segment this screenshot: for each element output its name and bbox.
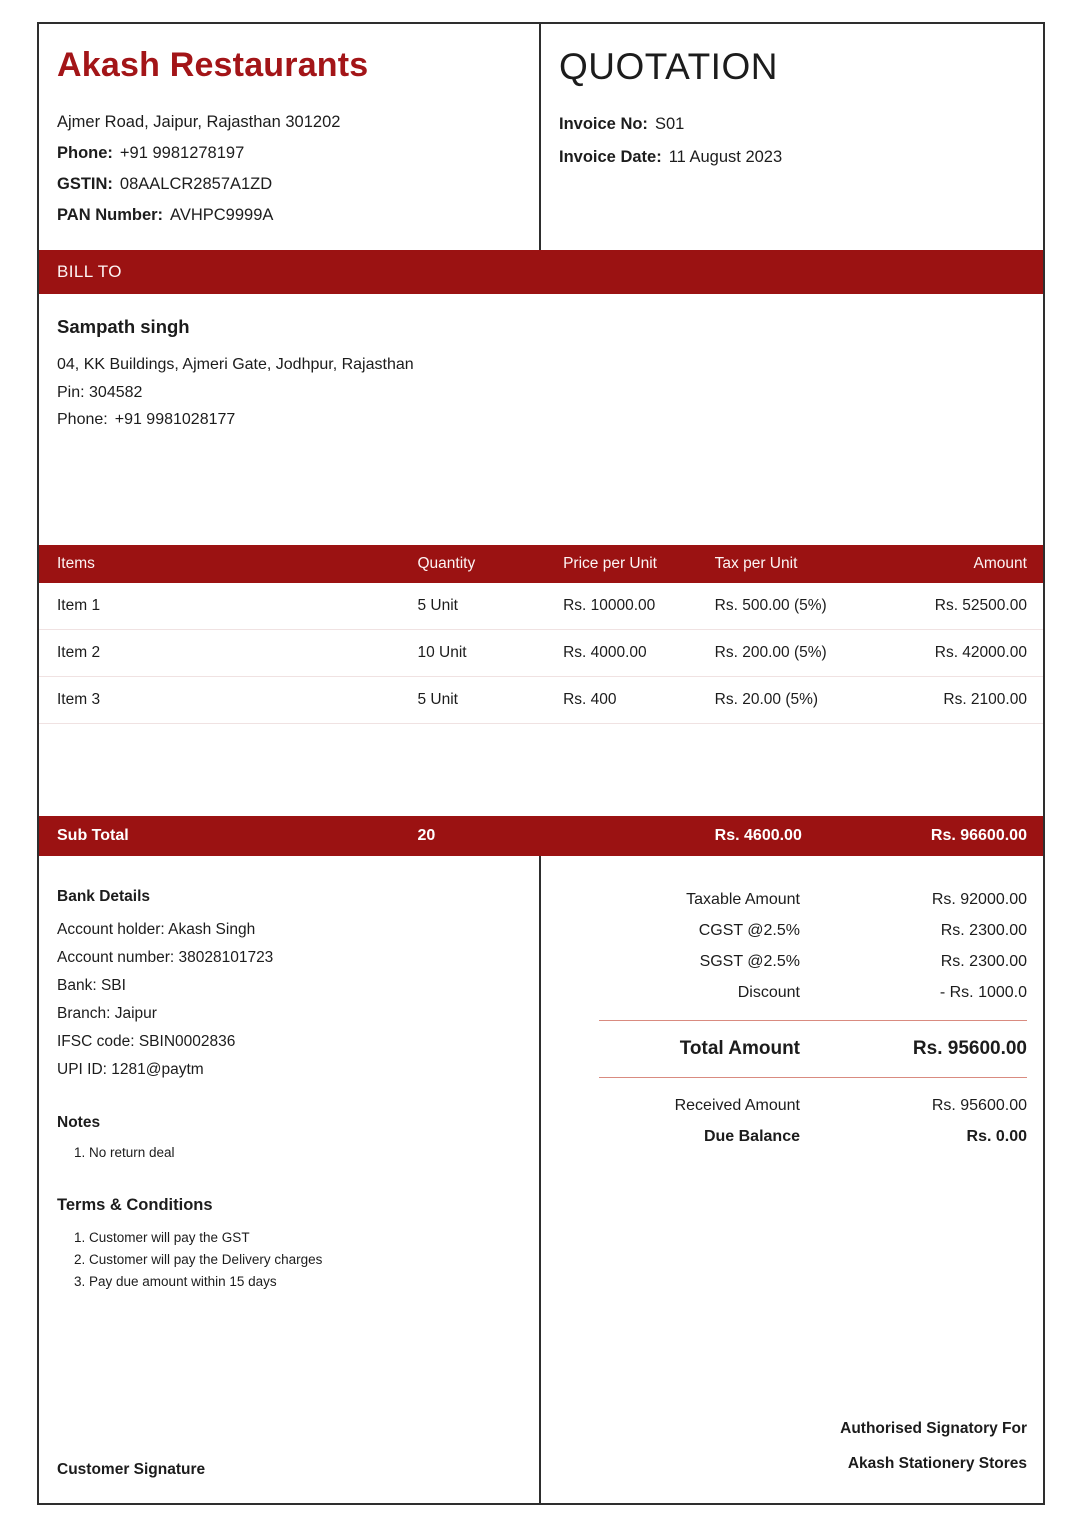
company-name: Akash Restaurants [57, 46, 369, 84]
customer-address: 04, KK Buildings, Ajmeri Gate, Jodhpur, Rajasthan [57, 356, 414, 373]
bill-to-banner: BILL TO [39, 250, 1043, 294]
cgst-label: CGST @2.5% [698, 922, 800, 939]
due-balance-label: Due Balance [703, 1128, 800, 1145]
phone-label: Phone: [57, 144, 113, 162]
total-amount-value: Rs. 95600.00 [912, 1038, 1027, 1059]
due-balance-value: Rs. 0.00 [966, 1128, 1027, 1145]
bank-details [57, 888, 519, 1084]
subtotal-quantity: 20 [417, 827, 436, 844]
cell-amount: Rs. 2100.00 [943, 691, 1027, 708]
total-divider-bottom [599, 1077, 1027, 1078]
bill-to-section [39, 294, 1043, 545]
taxable-amount-value: Rs. 92000.00 [931, 891, 1027, 908]
bank-account-number: Account number: 38028101723 [57, 949, 274, 966]
phone-value: +91 9981278197 [119, 144, 245, 162]
authorised-signatory-line1: Authorised Signatory For [840, 1420, 1027, 1437]
document-header [39, 24, 1043, 250]
terms-section [57, 1196, 519, 1293]
cell-amount: Rs. 42000.00 [934, 644, 1027, 661]
col-header-price: Price per Unit [563, 555, 657, 572]
invoice-meta-panel [541, 24, 1043, 250]
company-gstin-line [57, 169, 519, 200]
cell-tax: Rs. 200.00 (5%) [714, 644, 827, 661]
lower-left-panel [39, 856, 541, 1503]
discount-row [559, 977, 1027, 1008]
invoice-no-value: S01 [654, 115, 685, 133]
authorised-signatory-block [559, 1411, 1027, 1481]
received-amount-row [559, 1090, 1027, 1121]
lower-section [39, 856, 1043, 1503]
taxable-amount-label: Taxable Amount [686, 891, 800, 908]
gstin-label: GSTIN: [57, 175, 113, 193]
authorised-signatory-line2: Akash Stationery Stores [847, 1455, 1027, 1472]
cell-item: Item 3 [57, 691, 101, 708]
col-header-tax: Tax per Unit [714, 555, 798, 572]
cell-tax: Rs. 20.00 (5%) [714, 691, 819, 708]
sgst-row [559, 946, 1027, 977]
customer-pin: Pin: 304582 [57, 383, 143, 401]
subtotal-amount: Rs. 96600.00 [930, 827, 1027, 844]
customer-phone-line [57, 406, 1025, 434]
invoice-no-label: Invoice No: [559, 115, 648, 133]
notes-heading: Notes [57, 1114, 101, 1131]
subtotal-tax: Rs. 4600.00 [714, 827, 802, 844]
company-pan-line [57, 200, 519, 231]
cell-tax: Rs. 500.00 (5%) [714, 597, 827, 614]
cell-price: Rs. 10000.00 [563, 597, 656, 614]
term-item: 1. Customer will pay the GST [74, 1230, 250, 1245]
due-balance-row [559, 1121, 1027, 1152]
cell-item: Item 2 [57, 644, 101, 661]
document-title: QUOTATION [559, 46, 778, 87]
subtotal-label: Sub Total [57, 827, 129, 844]
totals-panel [541, 856, 1043, 1503]
cell-amount: Rs. 52500.00 [934, 597, 1027, 614]
cell-item: Item 1 [57, 597, 101, 614]
total-amount-row [559, 1021, 1027, 1077]
taxable-amount-row [559, 884, 1027, 915]
discount-value: - Rs. 1000.0 [939, 984, 1027, 1001]
cgst-row [559, 915, 1027, 946]
table-row [39, 677, 1043, 724]
company-phone-line [57, 138, 519, 169]
table-spacer [39, 724, 1043, 816]
pan-value: AVHPC9999A [170, 206, 274, 224]
col-header-amount: Amount [973, 555, 1027, 572]
gstin-value: 08AALCR2857A1ZD [119, 175, 273, 193]
discount-label: Discount [737, 984, 800, 1001]
note-item: 1. No return deal [74, 1145, 175, 1160]
invoice-date-label: Invoice Date: [559, 148, 662, 166]
total-amount-label: Total Amount [679, 1038, 800, 1059]
customer-phone-label: Phone: [57, 411, 108, 428]
pan-label: PAN Number: [57, 206, 164, 224]
term-item: 2. Customer will pay the Delivery charges [74, 1252, 323, 1267]
cgst-value: Rs. 2300.00 [940, 922, 1027, 939]
invoice-no-line [559, 108, 1023, 141]
sgst-value: Rs. 2300.00 [940, 953, 1027, 970]
subtotal-row [39, 816, 1043, 856]
invoice-date-value: 11 August 2023 [668, 148, 783, 166]
received-block [559, 1090, 1027, 1152]
cell-quantity: 10 Unit [417, 644, 467, 661]
table-row [39, 583, 1043, 630]
received-amount-label: Received Amount [674, 1097, 800, 1114]
bank-details-heading: Bank Details [57, 888, 151, 905]
customer-signature-label: Customer Signature [57, 1461, 206, 1478]
customer-name: Sampath singh [57, 316, 190, 337]
invoice-date-line [559, 141, 1023, 174]
col-header-items: Items [57, 555, 95, 572]
bank-upi: UPI ID: 1281@paytm [57, 1061, 204, 1078]
cell-price: Rs. 4000.00 [563, 644, 647, 661]
received-amount-value: Rs. 95600.00 [931, 1097, 1027, 1114]
cell-quantity: 5 Unit [417, 691, 458, 708]
bank-account-holder: Account holder: Akash Singh [57, 921, 256, 938]
items-table-header [39, 545, 1043, 583]
notes-section [57, 1114, 519, 1164]
company-info-panel [39, 24, 541, 250]
bank-name: Bank: SBI [57, 977, 126, 994]
sgst-label: SGST @2.5% [699, 953, 800, 970]
customer-phone-value: +91 9981028177 [114, 411, 236, 428]
cell-price: Rs. 400 [563, 691, 617, 708]
col-header-quantity: Quantity [417, 555, 476, 572]
bank-ifsc: IFSC code: SBIN0002836 [57, 1033, 236, 1050]
terms-heading: Terms & Conditions [57, 1196, 213, 1214]
invoice-document [37, 22, 1045, 1505]
company-address: Ajmer Road, Jaipur, Rajasthan 301202 [57, 113, 341, 131]
cell-quantity: 5 Unit [417, 597, 458, 614]
bank-branch: Branch: Jaipur [57, 1005, 157, 1022]
table-row [39, 630, 1043, 677]
term-item: 3. Pay due amount within 15 days [74, 1274, 277, 1289]
